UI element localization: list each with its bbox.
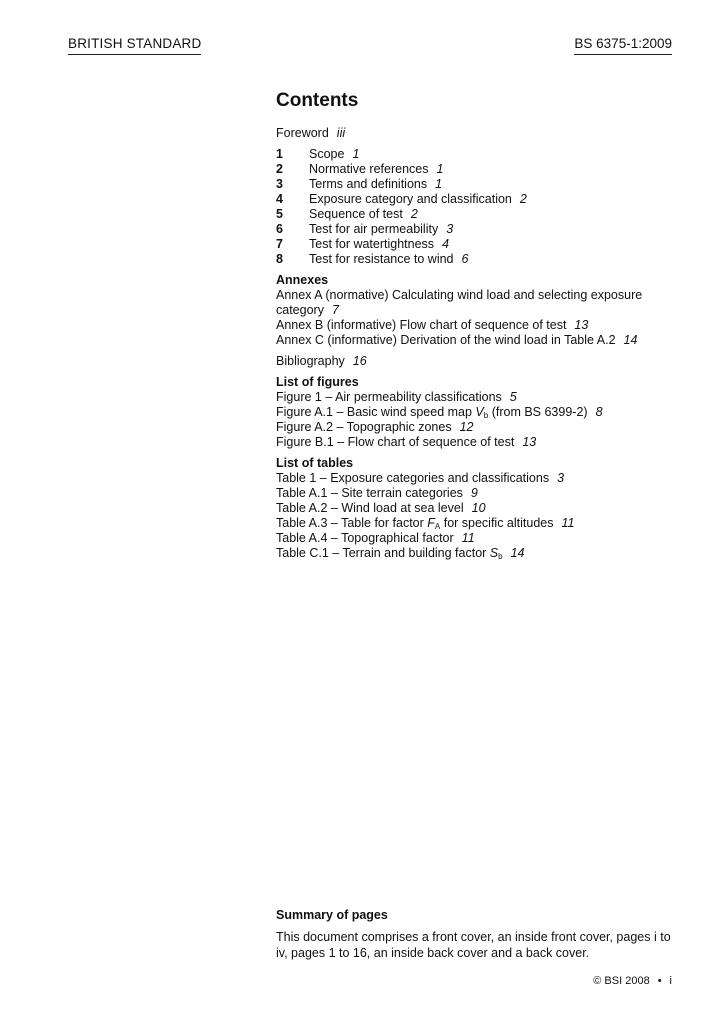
toc-entry-table <box>276 471 676 486</box>
math-subscript: b <box>498 552 503 561</box>
clause-label: Sequence of test <box>309 207 403 221</box>
toc-entry-label: Annex A (normative) Calculating wind load and selecting exposure category <box>276 288 643 317</box>
toc-clause <box>276 162 676 177</box>
toc-entry-label: Table C.1 – Terrain and building factor <box>276 546 490 560</box>
clause-number: 5 <box>276 207 283 221</box>
toc-entry-table <box>276 546 676 561</box>
clause-number: 1 <box>276 147 283 161</box>
page-number: i <box>669 975 672 987</box>
toc-page-number: 10 <box>471 501 486 515</box>
toc-page-number: 1 <box>436 162 444 176</box>
toc-entry-label: Figure 1 – Air permeability classifications <box>276 390 502 404</box>
toc-page-number: 13 <box>522 435 537 449</box>
bullet-separator: • <box>657 975 662 987</box>
toc-page-number: 16 <box>352 354 367 368</box>
clause-label: Exposure category and classification <box>309 192 512 206</box>
toc-clause <box>276 222 676 237</box>
toc-entry-figure <box>276 405 676 420</box>
clause-number: 3 <box>276 177 283 191</box>
toc-entry-label: Annex B (informative) Flow chart of sequence of test <box>276 318 567 332</box>
toc-page-number: 11 <box>561 516 575 530</box>
annexes-heading: Annexes <box>276 273 329 287</box>
toc-entry-label: Table 1 – Exposure categories and classifications <box>276 471 550 485</box>
toc-page-number: 14 <box>510 546 525 560</box>
toc-page-number: 11 <box>461 531 475 545</box>
toc-entry-annex <box>276 288 676 318</box>
toc-page-number: 2 <box>410 207 418 221</box>
clause-number: 6 <box>276 222 283 236</box>
toc-entry-bibliography <box>276 354 676 369</box>
toc-clause <box>276 147 676 162</box>
toc-page-number: 14 <box>623 333 638 347</box>
toc-page-number: 9 <box>470 486 478 500</box>
toc-entry-label: Table A.3 – Table for factor <box>276 516 428 530</box>
clause-number: 7 <box>276 237 283 251</box>
toc-clause <box>276 237 676 252</box>
clause-number: 8 <box>276 252 283 266</box>
clause-label: Normative references <box>309 162 429 176</box>
toc-page-number: 5 <box>509 390 517 404</box>
toc-page-number: 6 <box>461 252 469 266</box>
summary-of-pages <box>276 907 676 961</box>
toc-page-number: 8 <box>595 405 603 419</box>
toc-entry-figure <box>276 435 676 450</box>
annexes-list <box>276 273 676 348</box>
toc-page-number: 3 <box>446 222 454 236</box>
clause-label: Scope <box>309 147 345 161</box>
toc-page-number: 1 <box>435 177 443 191</box>
toc-page-number: 13 <box>574 318 589 332</box>
toc-entry-label: Figure B.1 – Flow chart of sequence of test <box>276 435 515 449</box>
toc-page-number: 12 <box>459 420 474 434</box>
toc-entry-table <box>276 486 676 501</box>
clause-label: Test for watertightness <box>309 237 435 251</box>
running-header-right: BS 6375-1:2009 <box>574 36 672 55</box>
toc-entry-foreword <box>276 126 676 141</box>
toc-entry-figure <box>276 390 676 405</box>
copyright-notice: © BSI 2008 <box>593 975 650 987</box>
toc-entry-label: Table A.1 – Site terrain categories <box>276 486 463 500</box>
toc-clause <box>276 207 676 222</box>
clause-number: 4 <box>276 192 283 206</box>
toc-page-number: 1 <box>352 147 360 161</box>
toc-entry-figure <box>276 420 676 435</box>
toc-clause <box>276 177 676 192</box>
tables-list <box>276 456 676 561</box>
page-title: Contents <box>276 90 359 111</box>
page-footer <box>593 975 672 987</box>
math-subscript: b <box>483 411 489 420</box>
toc-entry-label: Figure A.1 – Basic wind speed map <box>276 405 476 419</box>
toc-entry-annex <box>276 318 676 333</box>
toc-entry-label: Annex C (informative) Derivation of the wind load in Table A.2 <box>276 333 616 347</box>
toc-entry-label: Figure A.2 – Topographic zones <box>276 420 452 434</box>
math-symbol: S <box>489 546 499 560</box>
toc-page-number: 3 <box>557 471 565 485</box>
running-header-left: BRITISH STANDARD <box>68 36 201 55</box>
toc-entry-label: Foreword <box>276 126 329 140</box>
toc-entry-table <box>276 516 676 531</box>
toc-entry-label: Table A.2 – Wind load at sea level <box>276 501 464 515</box>
toc-entry-label: Bibliography <box>276 354 345 368</box>
toc-entry-label: Table A.4 – Topographical factor <box>276 531 454 545</box>
clause-label: Test for air permeability <box>309 222 439 236</box>
toc-entry-table <box>276 531 676 546</box>
toc-entry-annex <box>276 333 676 348</box>
math-symbol: V <box>475 405 484 419</box>
clause-label: Terms and definitions <box>309 177 428 191</box>
clause-number: 2 <box>276 162 283 176</box>
toc-clause <box>276 252 676 267</box>
clause-list <box>276 147 676 267</box>
summary-heading: Summary of pages <box>276 908 388 922</box>
toc-clause <box>276 192 676 207</box>
summary-text: This document comprises a front cover, an inside front cover, pages i to iv, pages 1 to 16, an inside back cover and a back cover. <box>276 930 671 960</box>
math-symbol: F <box>427 516 435 530</box>
toc-page-number: 7 <box>331 303 339 317</box>
contents-section <box>276 90 676 561</box>
figures-heading: List of figures <box>276 375 359 389</box>
toc-page-number: iii <box>336 126 346 140</box>
figures-list <box>276 375 676 450</box>
toc-entry-table <box>276 501 676 516</box>
toc-page-number: 2 <box>519 192 527 206</box>
toc-entry-label-suffix: (from BS 6399-2) <box>488 405 588 419</box>
toc-entry-label-suffix: for specific altitudes <box>440 516 554 530</box>
math-subscript: A <box>434 522 441 531</box>
clause-label: Test for resistance to wind <box>309 252 454 266</box>
tables-heading: List of tables <box>276 456 354 470</box>
toc-page-number: 4 <box>442 237 450 251</box>
